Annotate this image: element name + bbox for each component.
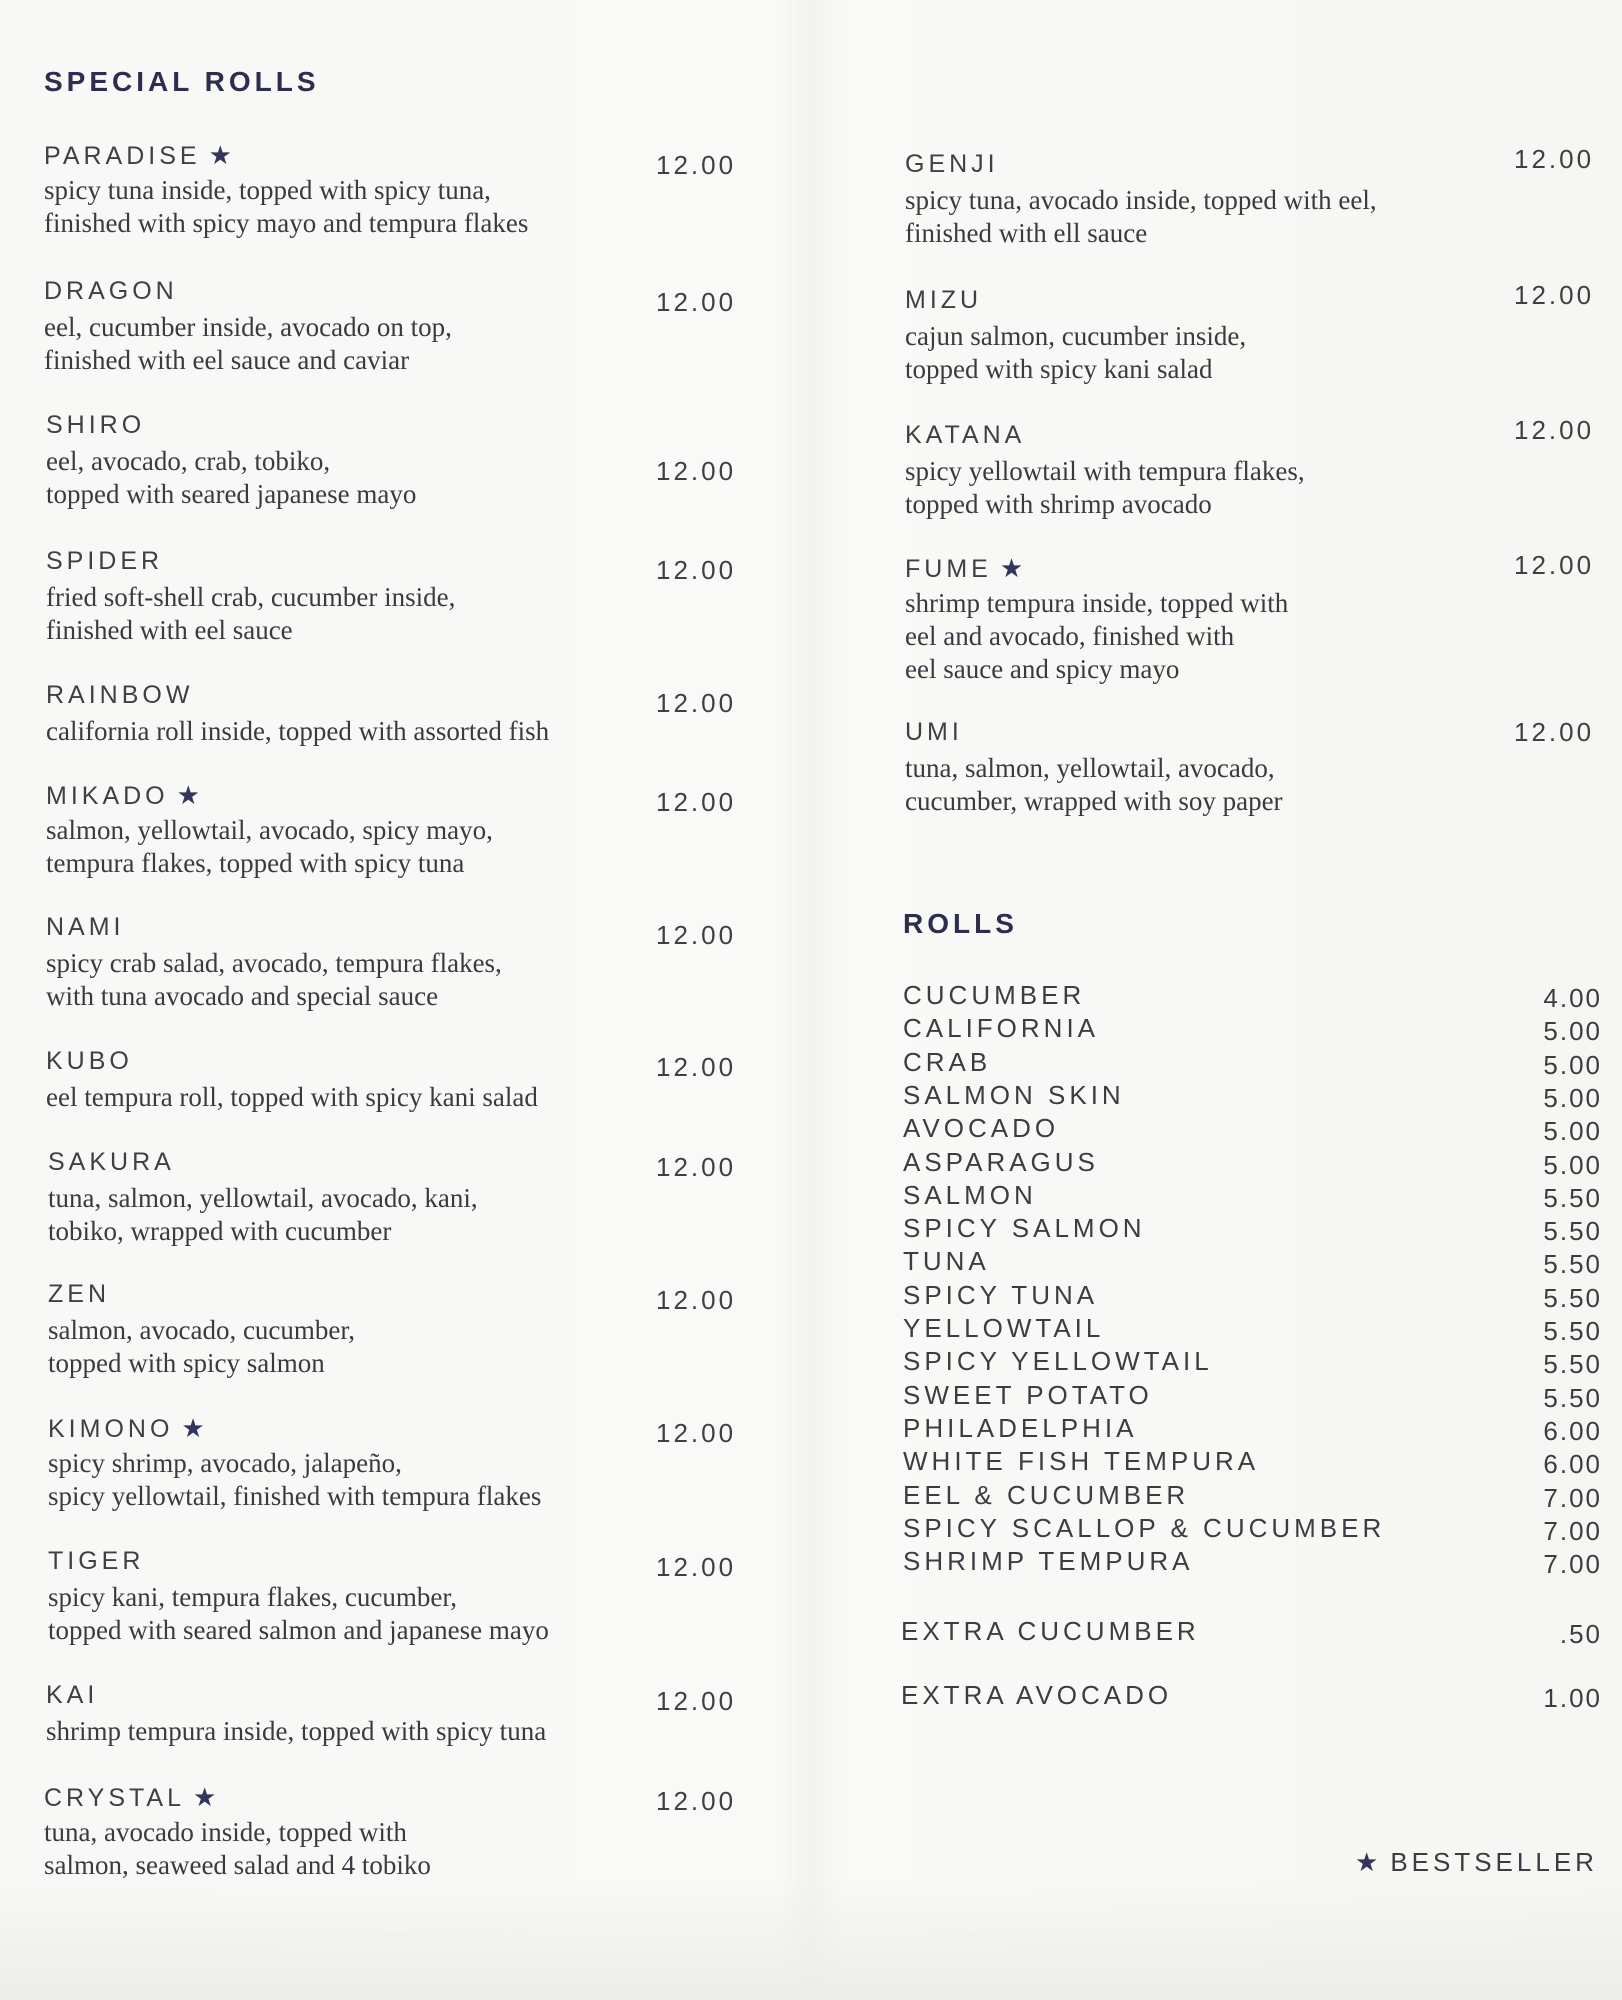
- roll-price-eel-cucumber: 7.00: [1543, 1483, 1602, 1513]
- extra-avocado: EXTRA AVOCADO: [901, 1680, 1173, 1710]
- roll-description-fume: [905, 587, 1288, 686]
- roll-name-fume: [905, 553, 1023, 584]
- rolls-title: ROLLS: [903, 908, 1018, 939]
- description-line: finished with eel sauce: [46, 615, 293, 645]
- roll-description-kubo: [46, 1081, 538, 1114]
- roll-name-spider: [46, 547, 163, 576]
- roll-price-yellowtail: 5.50: [1543, 1316, 1602, 1346]
- item-name-text: KAI: [46, 1681, 99, 1709]
- roll-yellowtail: YELLOWTAIL: [903, 1313, 1105, 1343]
- item-name-text: KATANA: [905, 421, 1026, 449]
- roll-name-umi: [905, 718, 963, 747]
- roll-cucumber: CUCUMBER: [903, 980, 1086, 1010]
- roll-price-spicy-tuna: 5.50: [1543, 1283, 1602, 1313]
- roll-price-asparagus: 5.00: [1543, 1150, 1602, 1180]
- roll-price-kai: 12.00: [656, 1686, 737, 1716]
- special-rolls-title: SPECIAL ROLLS: [44, 66, 320, 97]
- star-icon: ★: [181, 1413, 205, 1443]
- star-icon: ★: [1355, 1847, 1379, 1877]
- description-line: salmon, seaweed salad and 4 tobiko: [44, 1850, 431, 1880]
- roll-tuna: TUNA: [903, 1246, 990, 1276]
- roll-price-california: 5.00: [1543, 1016, 1602, 1046]
- description-line: spicy kani, tempura flakes, cucumber,: [48, 1582, 458, 1612]
- roll-name-kubo: [46, 1047, 133, 1076]
- roll-name-sakura: [48, 1148, 175, 1177]
- description-line: salmon, yellowtail, avocado, spicy mayo,: [46, 815, 493, 845]
- roll-price-katana: 12.00: [1514, 415, 1595, 445]
- description-line: eel and avocado, finished with: [905, 621, 1235, 651]
- page-shadow: [0, 1880, 1622, 2000]
- roll-spicy-scallop-cucumber: SPICY SCALLOP & CUCUMBER: [903, 1513, 1386, 1543]
- roll-description-kai: [46, 1715, 546, 1748]
- roll-price-zen: 12.00: [656, 1285, 737, 1315]
- description-line: spicy shrimp, avocado, jalapeño,: [48, 1448, 402, 1478]
- roll-california: CALIFORNIA: [903, 1013, 1100, 1043]
- description-line: topped with seared salmon and japanese mayo: [48, 1615, 549, 1645]
- description-line: salmon, avocado, cucumber,: [48, 1315, 356, 1345]
- roll-price-salmon-skin: 5.00: [1543, 1083, 1602, 1113]
- roll-name-rainbow: [46, 681, 193, 710]
- roll-description-nami: [46, 947, 502, 1013]
- item-name-text: SAKURA: [48, 1148, 175, 1176]
- roll-name-kai: [46, 1681, 98, 1710]
- item-name-text: ZEN: [48, 1280, 110, 1308]
- item-name-text: DRAGON: [44, 277, 178, 305]
- description-line: tempura flakes, topped with spicy tuna: [46, 848, 465, 878]
- description-line: finished with eel sauce and caviar: [44, 345, 410, 375]
- item-name-text: RAINBOW: [46, 681, 194, 709]
- extra-cucumber-price: .50: [1559, 1619, 1602, 1649]
- description-line: topped with seared japanese mayo: [46, 479, 417, 509]
- description-line: tuna, salmon, yellowtail, avocado, kani,: [48, 1183, 478, 1213]
- roll-price-kubo: 12.00: [656, 1052, 737, 1082]
- roll-description-tiger: [48, 1581, 549, 1647]
- roll-price-cucumber: 4.00: [1543, 983, 1602, 1013]
- roll-price-tiger: 12.00: [656, 1552, 737, 1582]
- description-line: tuna, salmon, yellowtail, avocado,: [905, 753, 1275, 783]
- roll-description-umi: [905, 752, 1283, 818]
- roll-price-nami: 12.00: [656, 920, 737, 950]
- item-name-text: FUME: [905, 555, 992, 583]
- roll-name-genji: [905, 150, 999, 179]
- item-name-text: TIGER: [48, 1547, 145, 1575]
- description-line: finished with ell sauce: [905, 218, 1148, 248]
- item-name-text: SPIDER: [46, 547, 164, 575]
- description-line: california roll inside, topped with assorted fish: [46, 716, 550, 746]
- roll-philadelphia: PHILADELPHIA: [903, 1413, 1138, 1443]
- roll-price-mikado: 12.00: [656, 787, 737, 817]
- item-name-text: KUBO: [46, 1047, 133, 1075]
- roll-price-spicy-salmon: 5.50: [1543, 1216, 1602, 1246]
- roll-price-shrimp-tempura: 7.00: [1543, 1549, 1602, 1579]
- roll-description-paradise: [44, 174, 528, 240]
- roll-price-spider: 12.00: [656, 555, 737, 585]
- item-name-text: MIZU: [905, 286, 983, 314]
- roll-price-spicy-scallop-cucumber: 7.00: [1543, 1516, 1602, 1546]
- roll-price-spicy-yellowtail: 5.50: [1543, 1349, 1602, 1379]
- description-line: cajun salmon, cucumber inside,: [905, 321, 1247, 351]
- roll-description-rainbow: [46, 715, 549, 748]
- roll-description-kimono: [48, 1447, 541, 1513]
- description-line: shrimp tempura inside, topped with: [905, 588, 1289, 618]
- roll-description-shiro: [46, 445, 416, 511]
- roll-white-fish-tempura: WHITE FISH TEMPURA: [903, 1446, 1260, 1476]
- roll-price-shiro: 12.00: [656, 456, 737, 486]
- item-name-text: PARADISE: [44, 142, 201, 170]
- roll-price-genji: 12.00: [1514, 144, 1595, 174]
- roll-spicy-yellowtail: SPICY YELLOWTAIL: [903, 1346, 1213, 1376]
- roll-name-kimono: [48, 1413, 205, 1444]
- description-line: spicy crab salad, avocado, tempura flakes,: [46, 948, 502, 978]
- roll-name-zen: [48, 1280, 110, 1309]
- roll-salmon: SALMON: [903, 1180, 1037, 1210]
- roll-price-paradise: 12.00: [656, 150, 737, 180]
- description-line: finished with spicy mayo and tempura flakes: [44, 208, 529, 238]
- roll-price-crystal: 12.00: [656, 1786, 737, 1816]
- roll-crab: CRAB: [903, 1047, 992, 1077]
- roll-name-tiger: [48, 1547, 144, 1576]
- bestseller-label: BESTSELLER: [1390, 1847, 1598, 1877]
- description-line: tuna, avocado inside, topped with: [44, 1817, 407, 1847]
- description-line: spicy yellowtail, finished with tempura flakes: [48, 1481, 542, 1511]
- roll-name-paradise: [44, 140, 232, 171]
- description-line: shrimp tempura inside, topped with spicy tuna: [46, 1716, 547, 1746]
- star-icon: ★: [999, 553, 1024, 583]
- description-line: tobiko, wrapped with cucumber: [48, 1216, 392, 1246]
- description-line: fried soft-shell crab, cucumber inside,: [46, 582, 456, 612]
- roll-asparagus: ASPARAGUS: [903, 1147, 1099, 1177]
- description-line: topped with spicy kani salad: [905, 354, 1213, 384]
- roll-salmon-skin: SALMON SKIN: [903, 1080, 1125, 1110]
- roll-description-sakura: [48, 1182, 478, 1248]
- roll-price-kimono: 12.00: [656, 1418, 737, 1448]
- roll-sweet-potato: SWEET POTATO: [903, 1380, 1153, 1410]
- roll-price-avocado: 5.00: [1543, 1116, 1602, 1146]
- description-line: eel, avocado, crab, tobiko,: [46, 446, 331, 476]
- roll-price-sweet-potato: 5.50: [1543, 1383, 1602, 1413]
- roll-name-crystal: [44, 1782, 216, 1813]
- description-line: topped with shrimp avocado: [905, 489, 1212, 519]
- item-name-text: MIKADO: [46, 782, 169, 810]
- bestseller-legend: [1355, 1847, 1598, 1878]
- extra-cucumber: EXTRA CUCUMBER: [901, 1616, 1200, 1646]
- description-line: spicy tuna, avocado inside, topped with eel,: [905, 185, 1377, 215]
- star-icon: ★: [208, 140, 232, 170]
- roll-name-mikado: [46, 780, 200, 811]
- roll-description-katana: [905, 455, 1305, 521]
- roll-description-crystal: [44, 1816, 431, 1882]
- star-icon: ★: [193, 1782, 217, 1812]
- roll-description-genji: [905, 184, 1377, 250]
- roll-price-sakura: 12.00: [656, 1152, 737, 1182]
- roll-price-mizu: 12.00: [1514, 280, 1595, 310]
- roll-price-umi: 12.00: [1514, 717, 1595, 747]
- roll-price-salmon: 5.50: [1543, 1183, 1602, 1213]
- roll-name-dragon: [44, 277, 178, 306]
- item-name-text: SHIRO: [46, 411, 146, 439]
- description-line: eel sauce and spicy mayo: [905, 654, 1180, 684]
- roll-price-philadelphia: 6.00: [1543, 1416, 1602, 1446]
- extra-avocado-price: 1.00: [1543, 1683, 1602, 1713]
- roll-price-white-fish-tempura: 6.00: [1543, 1449, 1602, 1479]
- roll-name-katana: [905, 421, 1025, 450]
- roll-description-mikado: [46, 814, 493, 880]
- roll-eel-cucumber: EEL & CUCUMBER: [903, 1480, 1190, 1510]
- roll-avocado: AVOCADO: [903, 1113, 1060, 1143]
- roll-description-zen: [48, 1314, 355, 1380]
- roll-price-rainbow: 12.00: [656, 688, 737, 718]
- roll-description-spider: [46, 581, 455, 647]
- item-name-text: UMI: [905, 718, 963, 746]
- description-line: topped with spicy salmon: [48, 1348, 325, 1378]
- roll-name-mizu: [905, 286, 982, 315]
- item-name-text: GENJI: [905, 150, 999, 178]
- item-name-text: KIMONO: [48, 1415, 174, 1443]
- star-icon: ★: [176, 780, 200, 810]
- description-line: spicy yellowtail with tempura flakes,: [905, 456, 1305, 486]
- description-line: eel tempura roll, topped with spicy kani salad: [46, 1082, 538, 1112]
- description-line: spicy tuna inside, topped with spicy tuna,: [44, 175, 491, 205]
- roll-price-tuna: 5.50: [1543, 1249, 1602, 1279]
- roll-description-dragon: [44, 311, 452, 377]
- roll-price-dragon: 12.00: [656, 287, 737, 317]
- roll-spicy-tuna: SPICY TUNA: [903, 1280, 1099, 1310]
- item-name-text: CRYSTAL: [44, 1784, 186, 1812]
- roll-spicy-salmon: SPICY SALMON: [903, 1213, 1146, 1243]
- roll-price-crab: 5.00: [1543, 1050, 1602, 1080]
- roll-name-nami: [46, 913, 125, 942]
- description-line: cucumber, wrapped with soy paper: [905, 786, 1283, 816]
- description-line: with tuna avocado and special sauce: [46, 981, 439, 1011]
- description-line: eel, cucumber inside, avocado on top,: [44, 312, 452, 342]
- roll-shrimp-tempura: SHRIMP TEMPURA: [903, 1546, 1194, 1576]
- roll-description-mizu: [905, 320, 1246, 386]
- roll-name-shiro: [46, 411, 145, 440]
- item-name-text: NAMI: [46, 913, 125, 941]
- roll-price-fume: 12.00: [1514, 550, 1595, 580]
